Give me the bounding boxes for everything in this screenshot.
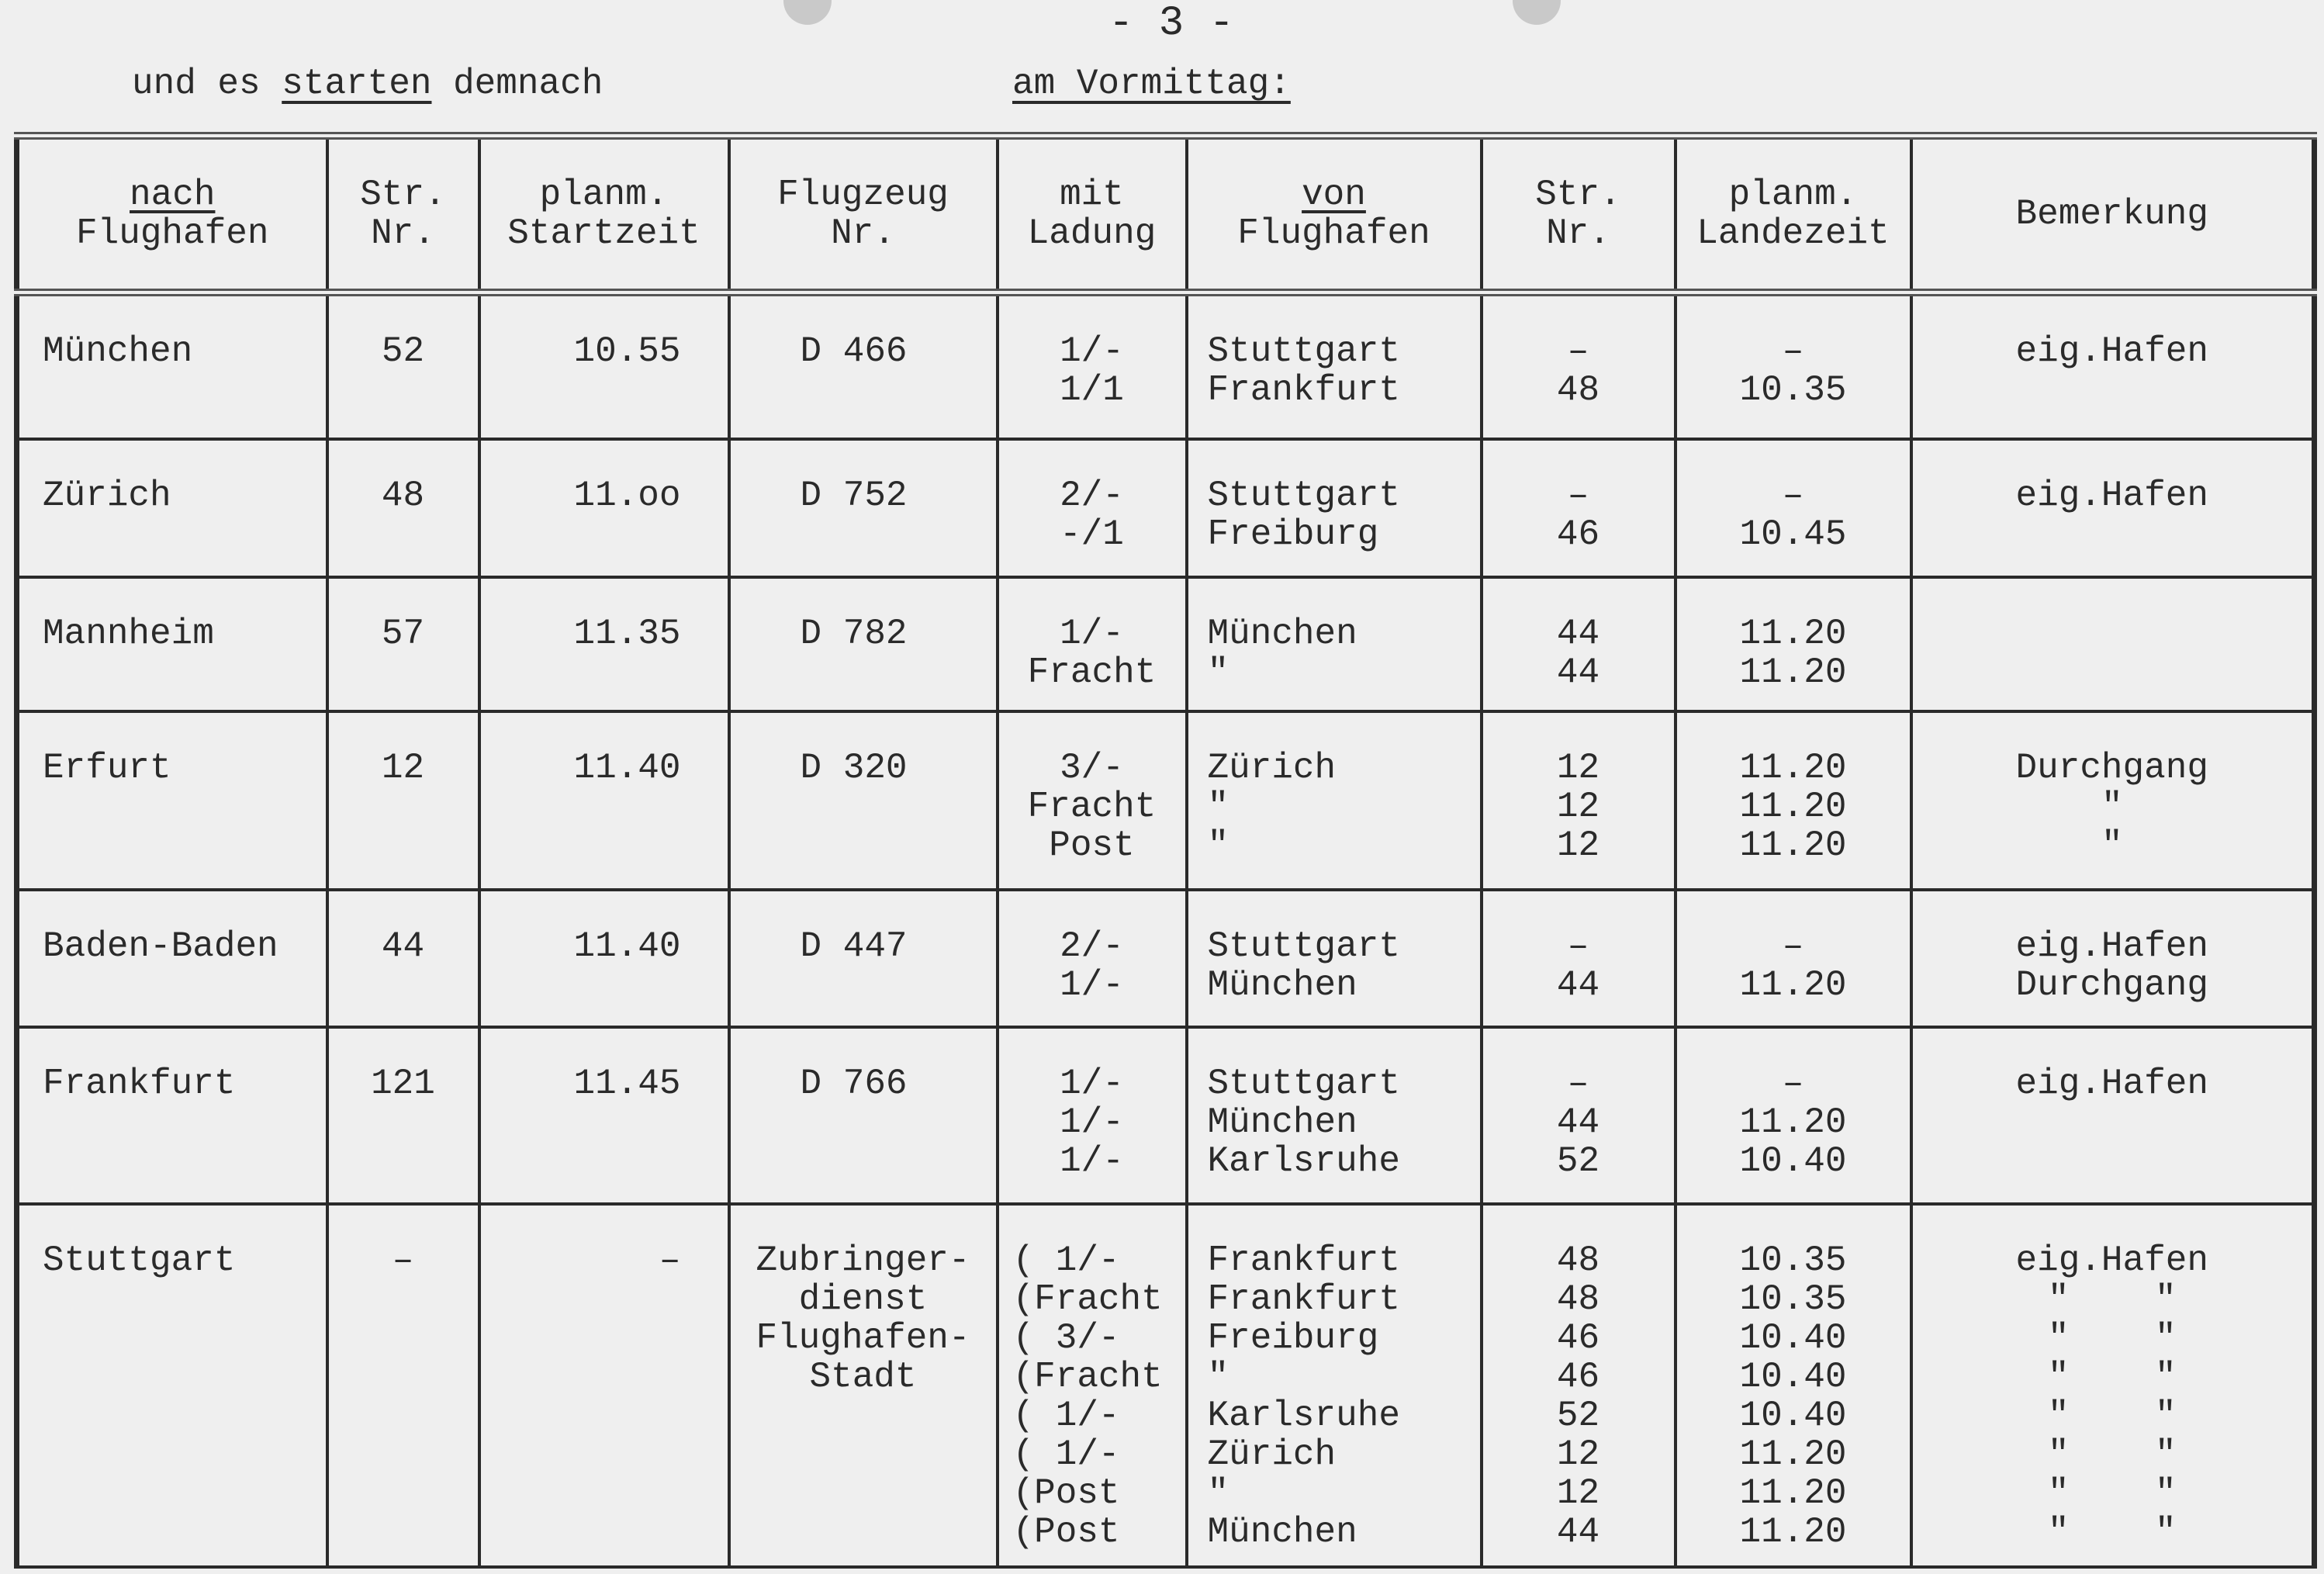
cell-from-str-no-line: 12 [1556, 787, 1600, 828]
cell-start-time-line: 10.55 [573, 331, 681, 372]
cell-cargo-line: 1/- [1060, 1141, 1124, 1182]
cell-remark [1911, 292, 2315, 439]
cell-remark-line: " " [2047, 1279, 2177, 1320]
cell-from-airport-line: Freiburg [1207, 514, 1379, 555]
cell-remark-line: eig.Hafen [2015, 1064, 2208, 1105]
cell-plane-no [729, 577, 998, 711]
cell-cargo [998, 577, 1187, 711]
cell-start-time-line: 11.35 [573, 613, 681, 654]
cell-from-str-no-line: 46 [1556, 1318, 1600, 1359]
cell-landing-time [1676, 439, 1911, 576]
header-str-no-line1: Str. [360, 175, 446, 215]
cell-start-time [479, 292, 729, 439]
cell-landing-time-line: 10.40 [1739, 1357, 1847, 1398]
cell-to-airport-line: Mannheim [43, 613, 214, 654]
cell-cargo-line: 1/- [1060, 965, 1124, 1006]
cell-from-airport-line: Frankfurt [1207, 1279, 1400, 1320]
cell-from-str-no-line: 52 [1556, 1141, 1600, 1182]
cell-plane-no-line: Flughafen- [756, 1318, 970, 1359]
header-remark-line1: Bemerkung [2015, 194, 2208, 234]
cell-landing-time [1676, 890, 1911, 1027]
cell-from-str-no [1482, 711, 1676, 890]
cell-landing-time [1676, 292, 1911, 439]
cell-start-time [479, 711, 729, 890]
cell-from-str-no-line: 48 [1556, 1279, 1600, 1320]
cell-from-str-no-line: 44 [1556, 613, 1600, 654]
cell-cargo [998, 890, 1187, 1027]
cell-cargo-line: ( 3/- [1012, 1318, 1120, 1359]
cell-from-airport-line: München [1207, 613, 1357, 654]
header-start-time-line1: planm. [539, 175, 669, 215]
header-str-no-line2: Nr. [371, 213, 435, 254]
cell-cargo-line: ( 1/- [1012, 1240, 1120, 1282]
cell-remark-line: " [2101, 787, 2123, 828]
cell-cargo-line: ( 1/- [1012, 1434, 1120, 1475]
cell-cargo-line: (Fracht [1012, 1279, 1163, 1320]
cell-from-str-no-line: – [1567, 1064, 1589, 1105]
cell-from-str-no-line: – [1567, 926, 1589, 967]
intro-before: und es [132, 64, 282, 104]
intro-after: demnach [431, 64, 603, 104]
header-cargo [998, 136, 1187, 292]
cell-remark [1911, 1027, 2315, 1204]
intro-underlined-word: starten [282, 64, 432, 104]
cell-remark-line: " " [2047, 1473, 2177, 1514]
flight-schedule-table [14, 132, 2317, 1569]
cell-plane-no [729, 439, 998, 576]
cell-from-airport-line: Karlsruhe [1207, 1141, 1400, 1182]
table-body [17, 292, 2315, 1567]
cell-cargo-line: Fracht [1027, 652, 1157, 693]
cell-from-str-no-line: 12 [1556, 1473, 1600, 1514]
cell-start-time [479, 577, 729, 711]
cell-str-no [327, 890, 479, 1027]
cell-from-airport-line: " [1207, 1473, 1229, 1514]
cell-start-time [479, 1027, 729, 1204]
cell-from-airport [1187, 1027, 1482, 1204]
cell-to-airport [17, 711, 327, 890]
cell-str-no-line: 44 [381, 926, 425, 967]
table-row [17, 1204, 2315, 1567]
cell-start-time [479, 439, 729, 576]
cell-from-airport [1187, 1204, 1482, 1567]
cell-landing-time [1676, 1204, 1911, 1567]
cell-from-airport-line: Freiburg [1207, 1318, 1379, 1359]
cell-landing-time-line: – [1782, 926, 1804, 967]
cell-landing-time-line: 11.20 [1739, 652, 1847, 693]
cell-from-airport-line: Frankfurt [1207, 1240, 1400, 1282]
cell-from-str-no-line: 48 [1556, 1240, 1600, 1282]
cell-cargo-line: 2/- [1060, 926, 1124, 967]
cell-to-airport [17, 577, 327, 711]
cell-cargo-line: -/1 [1060, 514, 1124, 555]
cell-to-airport [17, 1204, 327, 1567]
cell-landing-time-line: 11.20 [1739, 748, 1847, 789]
cell-landing-time-line: 11.20 [1739, 787, 1847, 828]
header-plane-no-line1: Flugzeug [777, 175, 949, 215]
cell-landing-time-line: 10.35 [1739, 1279, 1847, 1320]
cell-to-airport [17, 1027, 327, 1204]
cell-from-str-no-line: 44 [1556, 1512, 1600, 1553]
cell-cargo-line: 1/- [1060, 331, 1124, 372]
cell-str-no [327, 577, 479, 711]
cell-plane-no [729, 711, 998, 890]
cell-landing-time-line: 11.20 [1739, 1102, 1847, 1143]
cell-from-str-no-line: 12 [1556, 825, 1600, 867]
cell-cargo-line: 1/- [1060, 1102, 1124, 1143]
cell-str-no-line: 52 [381, 331, 425, 372]
cell-remark-line: eig.Hafen [2015, 331, 2208, 372]
punch-hole-right [1513, 0, 1561, 25]
cell-str-no-line: 12 [381, 748, 425, 789]
cell-from-airport [1187, 439, 1482, 576]
cell-str-no [327, 439, 479, 576]
cell-landing-time-line: – [1782, 476, 1804, 517]
cell-from-str-no [1482, 1204, 1676, 1567]
header-to-airport-line2: Flughafen [76, 213, 269, 254]
cell-plane-no-line: D 766 [800, 1064, 908, 1105]
cell-from-str-no [1482, 890, 1676, 1027]
header-from-airport-line2: Flughafen [1237, 213, 1430, 254]
header-from-str-no-line1: Str. [1535, 175, 1621, 215]
header-landing-time-line1: planm. [1728, 175, 1858, 215]
cell-plane-no-line: D 466 [800, 331, 908, 372]
cell-from-str-no-line: 12 [1556, 748, 1600, 789]
table-row [17, 577, 2315, 711]
cell-plane-no-line: Stadt [809, 1357, 917, 1398]
cell-str-no [327, 292, 479, 439]
cell-to-airport [17, 292, 327, 439]
header-to-airport [17, 136, 327, 292]
cell-from-str-no [1482, 1027, 1676, 1204]
cell-cargo-line: 2/- [1060, 476, 1124, 517]
cell-remark [1911, 577, 2315, 711]
cell-remark-line: " " [2047, 1318, 2177, 1359]
cell-str-no-line: 121 [371, 1064, 435, 1105]
cell-from-str-no-line: 46 [1556, 514, 1600, 555]
cell-start-time [479, 1204, 729, 1567]
cell-from-str-no [1482, 439, 1676, 576]
table-row [17, 1027, 2315, 1204]
cell-start-time-line: 11.40 [573, 926, 681, 967]
cell-from-str-no-line: – [1567, 331, 1589, 372]
cell-start-time-line: 11.40 [573, 748, 681, 789]
section-heading: am Vormittag: [1012, 64, 1291, 104]
cell-str-no-line: 57 [381, 613, 425, 654]
punch-hole-left [783, 0, 832, 25]
header-remark [1911, 136, 2315, 292]
cell-remark-line: eig.Hafen [2015, 926, 2208, 967]
cell-to-airport-line: Zürich [43, 476, 171, 517]
header-cargo-line2: Ladung [1027, 213, 1157, 254]
header-plane-no [729, 136, 998, 292]
table-header-row [17, 136, 2315, 292]
cell-to-airport-line: Stuttgart [43, 1240, 236, 1282]
cell-cargo-line: 1/- [1060, 613, 1124, 654]
cell-cargo [998, 1204, 1187, 1567]
header-landing-time-line2: Landezeit [1696, 213, 1890, 254]
cell-landing-time-line: 10.40 [1739, 1396, 1847, 1437]
cell-cargo-line: (Post [1012, 1512, 1120, 1553]
cell-to-airport-line: München [43, 331, 193, 372]
cell-cargo [998, 439, 1187, 576]
cell-remark [1911, 1204, 2315, 1567]
header-from-airport [1187, 136, 1482, 292]
cell-remark [1911, 439, 2315, 576]
cell-from-airport-line: München [1207, 1512, 1357, 1553]
cell-cargo [998, 711, 1187, 890]
cell-landing-time-line: 10.35 [1739, 370, 1847, 410]
cell-start-time-line: 11.45 [573, 1064, 681, 1105]
cell-cargo [998, 1027, 1187, 1204]
header-start-time-line2: Startzeit [507, 213, 700, 254]
cell-from-airport-line: Zürich [1207, 748, 1337, 789]
cell-cargo-line: (Post [1012, 1473, 1120, 1514]
cell-landing-time [1676, 1027, 1911, 1204]
table-row [17, 439, 2315, 576]
cell-landing-time-line: – [1782, 331, 1804, 372]
cell-remark-line: eig.Hafen [2015, 1240, 2208, 1282]
cell-remark-line: eig.Hafen [2015, 476, 2208, 517]
cell-start-time [479, 890, 729, 1027]
cell-from-airport-line: Frankfurt [1207, 370, 1400, 410]
cell-cargo-line: 3/- [1060, 748, 1124, 789]
header-to-airport-line1: nach [130, 175, 216, 215]
table-row [17, 890, 2315, 1027]
cell-cargo-line: ( 1/- [1012, 1396, 1120, 1437]
cell-from-str-no-line: – [1567, 476, 1589, 517]
cell-str-no-line: 48 [381, 476, 425, 517]
cell-cargo [998, 292, 1187, 439]
cell-plane-no-line: dienst [798, 1279, 928, 1320]
cell-from-airport-line: " [1207, 787, 1229, 828]
cell-plane-no [729, 292, 998, 439]
header-start-time [479, 136, 729, 292]
cell-plane-no [729, 1204, 998, 1567]
cell-from-airport [1187, 890, 1482, 1027]
cell-landing-time-line: 11.20 [1739, 613, 1847, 654]
header-from-airport-line1: von [1302, 175, 1366, 215]
cell-str-no-line: – [392, 1240, 414, 1282]
cell-remark-line: " " [2047, 1357, 2177, 1398]
cell-from-str-no-line: 12 [1556, 1434, 1600, 1475]
cell-plane-no-line: D 320 [800, 748, 908, 789]
page-number: - 3 - [1108, 0, 1235, 47]
cell-from-airport-line: Stuttgart [1207, 926, 1400, 967]
cell-plane-no-line: D 752 [800, 476, 908, 517]
cell-to-airport-line: Baden-Baden [43, 926, 278, 967]
cell-remark-line: " " [2047, 1512, 2177, 1553]
cell-str-no [327, 711, 479, 890]
cell-from-str-no-line: 52 [1556, 1396, 1600, 1437]
intro-text [132, 64, 603, 104]
cell-plane-no [729, 890, 998, 1027]
cell-landing-time-line: 10.40 [1739, 1141, 1847, 1182]
header-from-str-no-line2: Nr. [1546, 213, 1610, 254]
cell-from-str-no [1482, 292, 1676, 439]
cell-start-time-line: – [659, 1240, 681, 1282]
cell-landing-time-line: 10.45 [1739, 514, 1847, 555]
cell-landing-time-line: 10.40 [1739, 1318, 1847, 1359]
cell-landing-time [1676, 577, 1911, 711]
cell-remark [1911, 890, 2315, 1027]
cell-landing-time-line: 11.20 [1739, 1473, 1847, 1514]
cell-from-str-no-line: 44 [1556, 965, 1600, 1006]
cell-landing-time-line: 11.20 [1739, 1512, 1847, 1553]
cell-landing-time-line: 11.20 [1739, 825, 1847, 867]
cell-cargo-line: Fracht [1027, 787, 1157, 828]
cell-from-str-no-line: 44 [1556, 1102, 1600, 1143]
cell-remark-line: Durchgang [2015, 748, 2208, 789]
header-str-no [327, 136, 479, 292]
cell-from-str-no-line: 44 [1556, 652, 1600, 693]
cell-cargo-line: (Fracht [1012, 1357, 1163, 1398]
cell-cargo-line: 1/- [1060, 1064, 1124, 1105]
cell-from-airport-line: Stuttgart [1207, 476, 1400, 517]
cell-remark-line: " " [2047, 1396, 2177, 1437]
cell-from-str-no-line: 48 [1556, 370, 1600, 410]
header-plane-no-line2: Nr. [831, 213, 895, 254]
header-from-str-no [1482, 136, 1676, 292]
cell-landing-time-line: 10.35 [1739, 1240, 1847, 1282]
cell-remark [1911, 711, 2315, 890]
cell-from-airport-line: Karlsruhe [1207, 1396, 1400, 1437]
cell-cargo-line: 1/1 [1060, 370, 1124, 410]
header-landing-time [1676, 136, 1911, 292]
cell-from-airport-line: " [1207, 652, 1229, 693]
cell-to-airport [17, 890, 327, 1027]
cell-plane-no-line: D 447 [800, 926, 908, 967]
cell-to-airport-line: Frankfurt [43, 1064, 236, 1105]
cell-remark-line: Durchgang [2015, 965, 2208, 1006]
cell-landing-time-line: 11.20 [1739, 965, 1847, 1006]
cell-remark-line: " [2101, 825, 2123, 867]
cell-plane-no-line: Zubringer- [756, 1240, 970, 1282]
cell-landing-time [1676, 711, 1911, 890]
cell-from-airport [1187, 292, 1482, 439]
cell-from-airport-line: München [1207, 965, 1357, 1006]
cell-from-airport-line: Zürich [1207, 1434, 1337, 1475]
cell-from-str-no [1482, 577, 1676, 711]
table-row [17, 292, 2315, 439]
cell-from-airport-line: " [1207, 1357, 1229, 1398]
cell-start-time-line: 11.oo [573, 476, 681, 517]
cell-from-airport-line: München [1207, 1102, 1357, 1143]
table-row [17, 711, 2315, 890]
cell-to-airport [17, 439, 327, 576]
cell-cargo-line: Post [1049, 825, 1135, 867]
cell-plane-no [729, 1027, 998, 1204]
cell-plane-no-line: D 782 [800, 613, 908, 654]
cell-landing-time-line: 11.20 [1739, 1434, 1847, 1475]
cell-remark-line: " " [2047, 1434, 2177, 1475]
cell-str-no [327, 1204, 479, 1567]
header-cargo-line1: mit [1060, 175, 1124, 215]
cell-from-airport-line: Stuttgart [1207, 331, 1400, 372]
cell-landing-time-line: – [1782, 1064, 1804, 1105]
cell-str-no [327, 1027, 479, 1204]
cell-from-str-no-line: 46 [1556, 1357, 1600, 1398]
cell-from-airport-line: Stuttgart [1207, 1064, 1400, 1105]
cell-to-airport-line: Erfurt [43, 748, 171, 789]
cell-from-airport [1187, 577, 1482, 711]
flight-schedule-table-container [14, 132, 2312, 1569]
cell-from-airport [1187, 711, 1482, 890]
cell-from-airport-line: " [1207, 825, 1229, 867]
